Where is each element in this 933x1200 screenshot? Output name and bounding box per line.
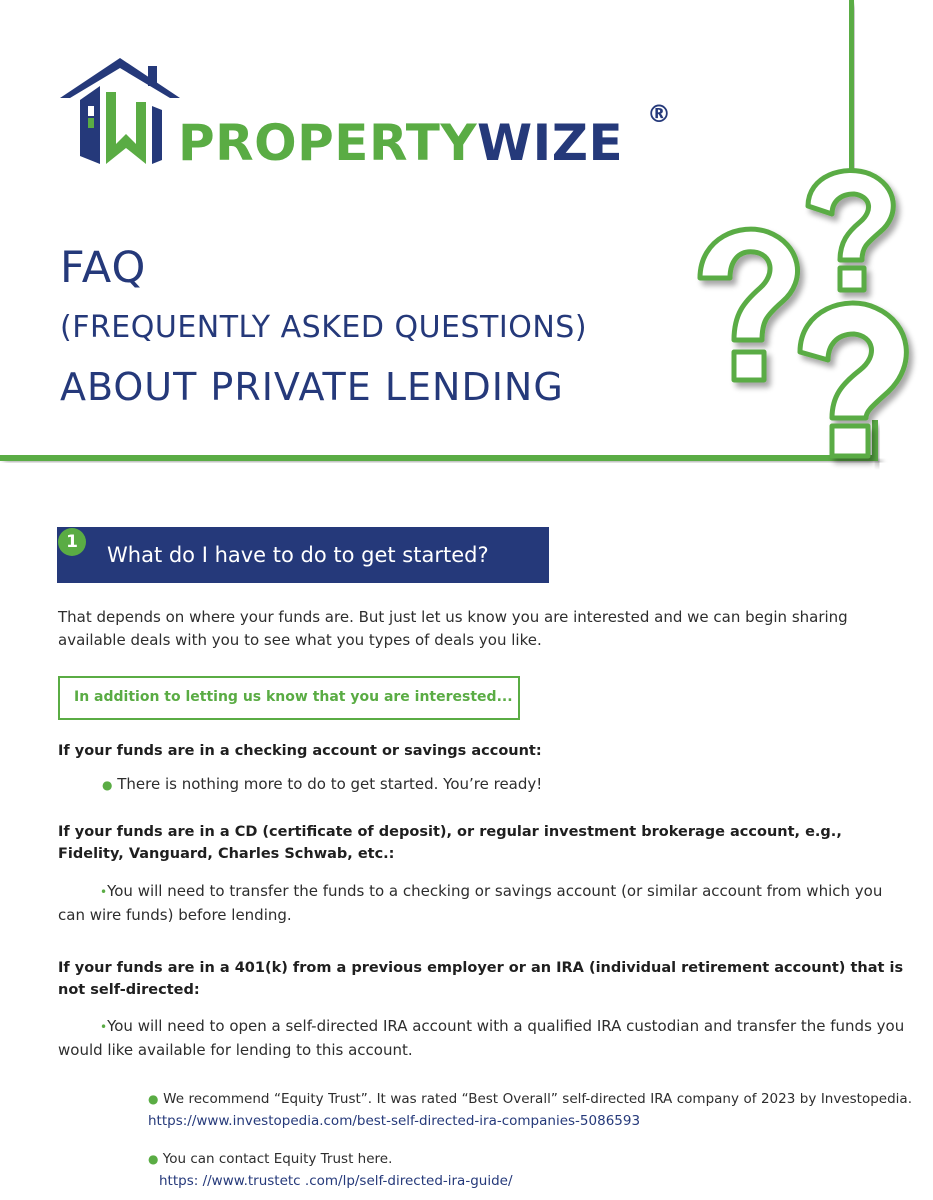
section-heading-checking: If your funds are in a checking account or savings account: — [58, 743, 542, 759]
registered-mark: ® — [647, 100, 671, 128]
brand-wordmark — [178, 112, 623, 174]
green-dot-bullet-icon: ● — [102, 778, 113, 792]
list-item-text: You will need to open a self-directed IRA account with a qualified IRA custodian and transfer the funds you would like available for lending to this account. — [58, 1017, 905, 1059]
question-text: What do I have to do to get started? — [107, 543, 489, 567]
callout-text: In addition to letting us know that you are interested... — [74, 689, 513, 705]
house-logo-icon — [58, 56, 182, 168]
section-heading-401k: If your funds are in a 401(k) from a previous employer or an IRA (individual retirement account) that is not self-directed: — [58, 960, 904, 998]
brand-name-part1: PROPERTY — [178, 114, 478, 172]
green-dot-bullet-icon: • — [100, 885, 108, 899]
section-heading-cd: If your funds are in a CD (certificate of deposit), or regular investment brokerage account, e.g., Fidelity, Vanguard, Charles Schwab, etc.: — [58, 824, 842, 862]
page-topic: ABOUT PRIVATE LENDING — [60, 365, 564, 409]
page-subtitle: (FREQUENTLY ASKED QUESTIONS) — [60, 310, 588, 345]
equity-trust-link[interactable]: https: //www.trustetc .com/lp/self-directed-ira-guide/ — [159, 1173, 513, 1189]
list-item — [58, 880, 908, 927]
green-dot-bullet-icon: ● — [148, 1092, 159, 1106]
sub-list-item — [148, 1148, 912, 1192]
question-marks-icon — [700, 171, 906, 456]
green-dot-bullet-icon: • — [100, 1020, 108, 1034]
list-item — [58, 1015, 908, 1062]
intro-paragraph: That depends on where your funds are. But just let us know you are interested and we can begin sharing available deals with you to see what you types of deals you like. — [58, 608, 848, 649]
brand-name-part2: WIZE — [477, 114, 624, 172]
page-title: FAQ — [60, 243, 147, 293]
sub-list-item — [148, 1088, 912, 1132]
green-dot-bullet-icon: ● — [148, 1152, 159, 1166]
investopedia-link[interactable]: https://www.investopedia.com/best-self-directed-ira-companies-5086593 — [148, 1113, 641, 1129]
question-number-badge: 1 — [58, 528, 86, 556]
sub-list-item-text: You can contact Equity Trust here. — [162, 1151, 393, 1167]
list-item-text: You will need to transfer the funds to a checking or savings account (or similar account from which you can wire funds) before lending. — [58, 882, 883, 924]
sub-list-item-text: We recommend “Equity Trust”. It was rated “Best Overall” self-directed IRA company of 2023 by Investopedia. — [163, 1091, 912, 1107]
list-item — [102, 773, 542, 797]
list-item-text: There is nothing more to do to get started. You’re ready! — [117, 775, 543, 793]
